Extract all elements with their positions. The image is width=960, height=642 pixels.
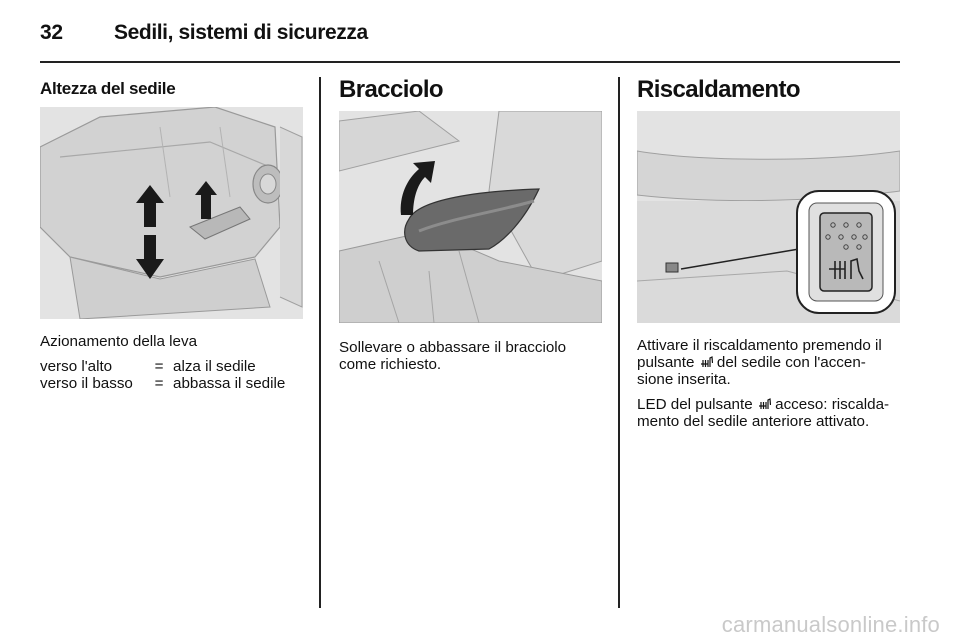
lever-table xyxy=(40,358,285,392)
table-cell-direction: verso l'alto xyxy=(40,358,113,375)
heating-text-line-4 xyxy=(637,396,889,413)
chapter-title: Sedili, sistemi di sicurezza xyxy=(114,21,368,44)
heating-illustration xyxy=(637,111,900,323)
header-rule xyxy=(40,61,900,63)
seat-height-illustration xyxy=(40,107,303,319)
lever-caption: Azionamento della leva xyxy=(40,333,198,350)
table-cell-action: alza il sedile xyxy=(173,358,256,375)
heating-text-fragment: acceso: riscalda- xyxy=(775,396,890,413)
armrest-text-line-1: Sollevare o abbassare il bracciolo xyxy=(339,339,567,356)
column-divider-1 xyxy=(319,77,321,608)
heating-text-fragment: LED del pulsante xyxy=(637,396,753,413)
heating-text-fragment: pulsante xyxy=(637,354,695,371)
section-heading: Riscaldamento xyxy=(637,76,800,103)
heating-text-line-3: sione inserita. xyxy=(637,371,731,388)
seat-heater-icon xyxy=(757,397,771,411)
column-divider-2 xyxy=(618,77,620,608)
armrest-text-line-2: come richiesto. xyxy=(339,356,442,373)
page-number: 32 xyxy=(40,21,63,44)
table-cell-direction: verso il basso xyxy=(40,375,133,392)
heating-text-fragment: del sedile con l'accen- xyxy=(716,354,866,371)
table-row xyxy=(40,375,285,392)
table-cell-eq: = xyxy=(154,375,164,392)
heating-text-line-5: mento del sedile anteriore attivato. xyxy=(637,413,870,430)
table-row xyxy=(40,358,285,375)
section-heading: Bracciolo xyxy=(339,76,443,103)
table-cell-action: abbassa il sedile xyxy=(173,375,286,392)
armrest-illustration xyxy=(339,111,602,323)
table-cell-eq: = xyxy=(154,358,164,375)
seat-heater-icon xyxy=(699,355,713,369)
watermark: carmanualsonline.info xyxy=(721,612,940,637)
section-heading: Altezza del sedile xyxy=(40,79,176,98)
heating-text-line-1: Attivare il riscaldamento premendo il xyxy=(637,337,882,354)
heating-text-line-2 xyxy=(637,354,866,371)
